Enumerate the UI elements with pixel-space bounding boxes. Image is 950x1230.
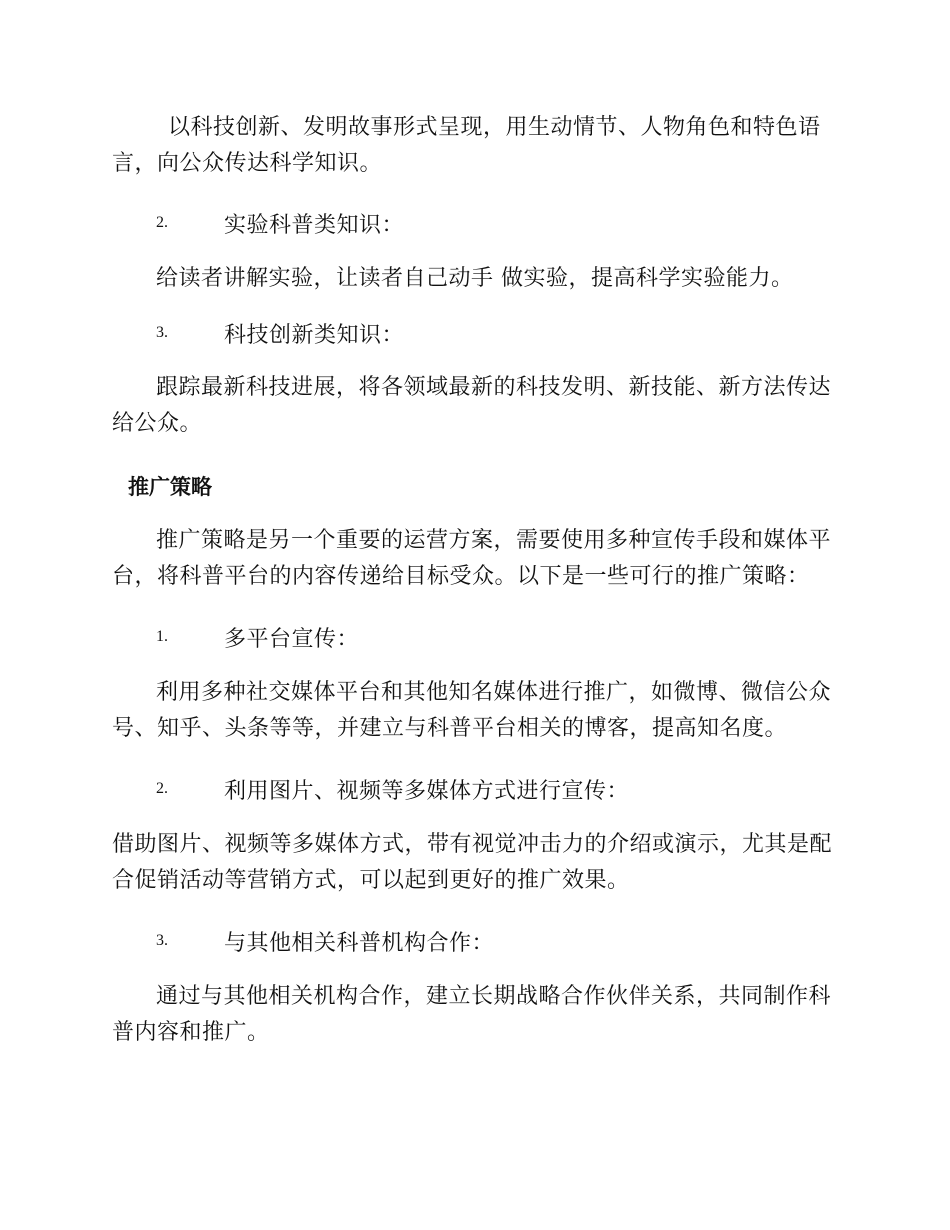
section1-intro-paragraph: 以科技创新、发明故事形式呈现，用生动情节、人物角色和特色语言，向公众传达科学知识。 bbox=[112, 115, 821, 176]
list-title: 实验科普类知识： bbox=[224, 212, 405, 238]
list-number: 3. bbox=[156, 324, 168, 341]
section-heading-promotion: 推广策略 bbox=[128, 475, 212, 499]
list-item-multi-platform bbox=[156, 622, 359, 652]
list-title: 利用图片、视频等多媒体方式进行宣传： bbox=[224, 778, 630, 804]
list-number: 3. bbox=[156, 932, 168, 949]
list-item-tech-innovation bbox=[156, 318, 404, 348]
list-item-multimedia bbox=[156, 774, 629, 804]
experiment-body-paragraph: 给读者讲解实验，让读者自己动手 做实验，提高科学实验能力。 bbox=[156, 266, 794, 291]
list-item-cooperation bbox=[156, 926, 494, 956]
list-number: 2. bbox=[156, 780, 168, 797]
promotion-intro-paragraph: 推广策略是另一个重要的运营方案，需要使用多种宣传手段和媒体平台，将科普平台的内容传递给目标受众。以下是一些可行的推广策略： bbox=[112, 528, 832, 589]
list-item-experiment bbox=[156, 208, 404, 238]
list-title: 多平台宣传： bbox=[224, 626, 360, 652]
multi-platform-body-paragraph: 利用多种社交媒体平台和其他知名媒体进行推广，如微博、微信公众号、知乎、头条等等，并建立与科普平台相关的博客，提高知名度。 bbox=[112, 680, 832, 741]
list-number: 1. bbox=[156, 628, 168, 645]
cooperation-body-paragraph: 通过与其他相关机构合作，建立长期战略合作伙伴关系，共同制作科普内容和推广。 bbox=[112, 984, 832, 1045]
tech-innovation-body-paragraph: 跟踪最新科技进展，将各领域最新的科技发明、新技能、新方法传达给公众。 bbox=[112, 375, 832, 436]
multimedia-body-paragraph: 借助图片、视频等多媒体方式，带有视觉冲击力的介绍或演示，尤其是配合促销活动等营销方式，可以起到更好的推广效果。 bbox=[112, 832, 833, 893]
list-number: 2. bbox=[156, 214, 168, 231]
list-title: 与其他相关科普机构合作： bbox=[224, 930, 495, 956]
list-title: 科技创新类知识： bbox=[224, 322, 405, 348]
